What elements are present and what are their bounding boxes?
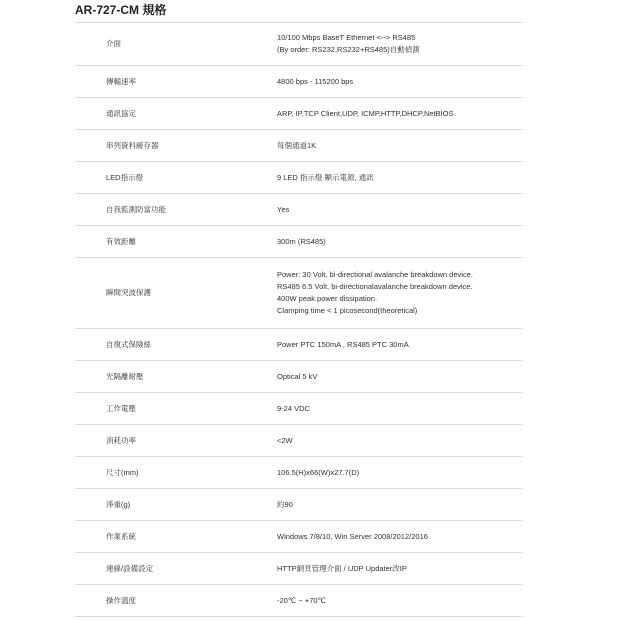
- spec-row-interface: [75, 23, 523, 66]
- spec-value-line: Power PTC 150mA , RS485 PTC 30mA: [277, 339, 409, 349]
- spec-row-voltage: [75, 393, 523, 425]
- spec-value: [261, 361, 523, 393]
- spec-value: [261, 98, 523, 130]
- spec-row-dimensions: [75, 457, 523, 489]
- spec-row-isolation: [75, 361, 523, 393]
- spec-label: 淨重(g): [106, 499, 131, 509]
- spec-value: [261, 585, 523, 617]
- spec-label: 消耗功率: [106, 435, 136, 445]
- spec-value: [261, 194, 523, 226]
- spec-row-distance: [75, 226, 523, 258]
- spec-value: [261, 425, 523, 457]
- spec-label: 尺寸(mm): [106, 467, 139, 477]
- spec-label: 光隔離耐壓: [106, 371, 144, 381]
- spec-label: 串列資料緩存器: [106, 140, 159, 150]
- spec-value: [261, 258, 523, 329]
- spec-row-baud-rate: [75, 66, 523, 98]
- spec-value-line: Windows 7/8/10, Win Server 2008/2012/2016: [277, 531, 428, 541]
- spec-value-line: 10/100 Mbps BaseT Ethernet <--> RS485: [277, 33, 416, 42]
- spec-label: 工作電壓: [106, 403, 136, 413]
- spec-label: 自我監測防當功能: [106, 204, 166, 214]
- spec-value-line: 4800 bps - 115200 bps: [277, 76, 354, 86]
- spec-value: [261, 457, 523, 489]
- spec-label: 傳輸速率: [106, 76, 136, 86]
- spec-value: [261, 23, 523, 66]
- spec-value-line: RS485 6.5 Volt, bi-directionalavalanche breakdown device.: [277, 282, 473, 291]
- spec-label: 通訊協定: [106, 108, 136, 118]
- spec-row-buffer: [75, 130, 523, 162]
- spec-label: 瞬間突波保護: [106, 288, 151, 297]
- spec-value-line: 9 LED 指示燈 顯示電源, 通訊: [277, 172, 374, 182]
- spec-value-line: <2W: [277, 435, 293, 445]
- spec-row-temperature: [75, 585, 523, 617]
- spec-value: [261, 521, 523, 553]
- spec-row-fuse: [75, 329, 523, 361]
- spec-value: [261, 226, 523, 258]
- spec-row-config: [75, 553, 523, 585]
- spec-value: [261, 393, 523, 425]
- spec-value-line: 300m (RS485): [277, 236, 326, 246]
- spec-label: 有效距離: [106, 236, 136, 246]
- spec-value-line: 每個通道1K: [277, 140, 317, 150]
- spec-value-line: 9-24 VDC: [277, 403, 310, 413]
- spec-value-line: Power: 30 Volt, bi-directional avalanche breakdown device.: [277, 270, 473, 279]
- spec-label: 自復式保險絲: [106, 339, 151, 349]
- spec-row-watchdog: [75, 194, 523, 226]
- spec-value: [261, 162, 523, 194]
- spec-value-line: 106.5(H)x66(W)x27.7(D): [277, 467, 360, 477]
- spec-value-line: Clamping time < 1 picosecond(theoretical): [277, 306, 418, 315]
- spec-value-line: ARP, IP,TCP Client,UDP, ICMP,HTTP,DHCP,NetBIOS: [277, 108, 454, 118]
- spec-row-protocol: [75, 98, 523, 130]
- spec-row-surge: [75, 258, 523, 329]
- spec-label: LED指示燈: [106, 172, 144, 182]
- spec-value: [261, 329, 523, 361]
- spec-value: [261, 66, 523, 98]
- spec-label: 連線/設備設定: [106, 563, 154, 573]
- spec-row-os: [75, 521, 523, 553]
- spec-value: [261, 489, 523, 521]
- spec-value-line: HTTP網頁管理介面 / UDP Updater改IP: [277, 563, 407, 573]
- spec-value: [261, 130, 523, 162]
- spec-label: 操作溫度: [106, 595, 136, 605]
- spec-label: 作業系統: [106, 531, 136, 541]
- spec-row-weight: [75, 489, 523, 521]
- spec-row-led: [75, 162, 523, 194]
- spec-value-line: 400W peak power dissipation.: [277, 294, 378, 303]
- spec-value: [261, 553, 523, 585]
- spec-value-line: Yes: [277, 204, 290, 214]
- spec-value-line: (By order: RS232,RS232+RS485)自動偵測: [277, 45, 420, 54]
- spec-title: AR-727-CM 規格: [75, 3, 167, 17]
- spec-value-line: Optical 5 kV: [277, 371, 318, 381]
- spec-value-line: -20℃ ~ +70℃: [277, 595, 326, 605]
- spec-value-line: 約90: [277, 499, 293, 509]
- spec-table: [75, 22, 523, 617]
- spec-label: 介面: [106, 39, 121, 48]
- spec-row-power: [75, 425, 523, 457]
